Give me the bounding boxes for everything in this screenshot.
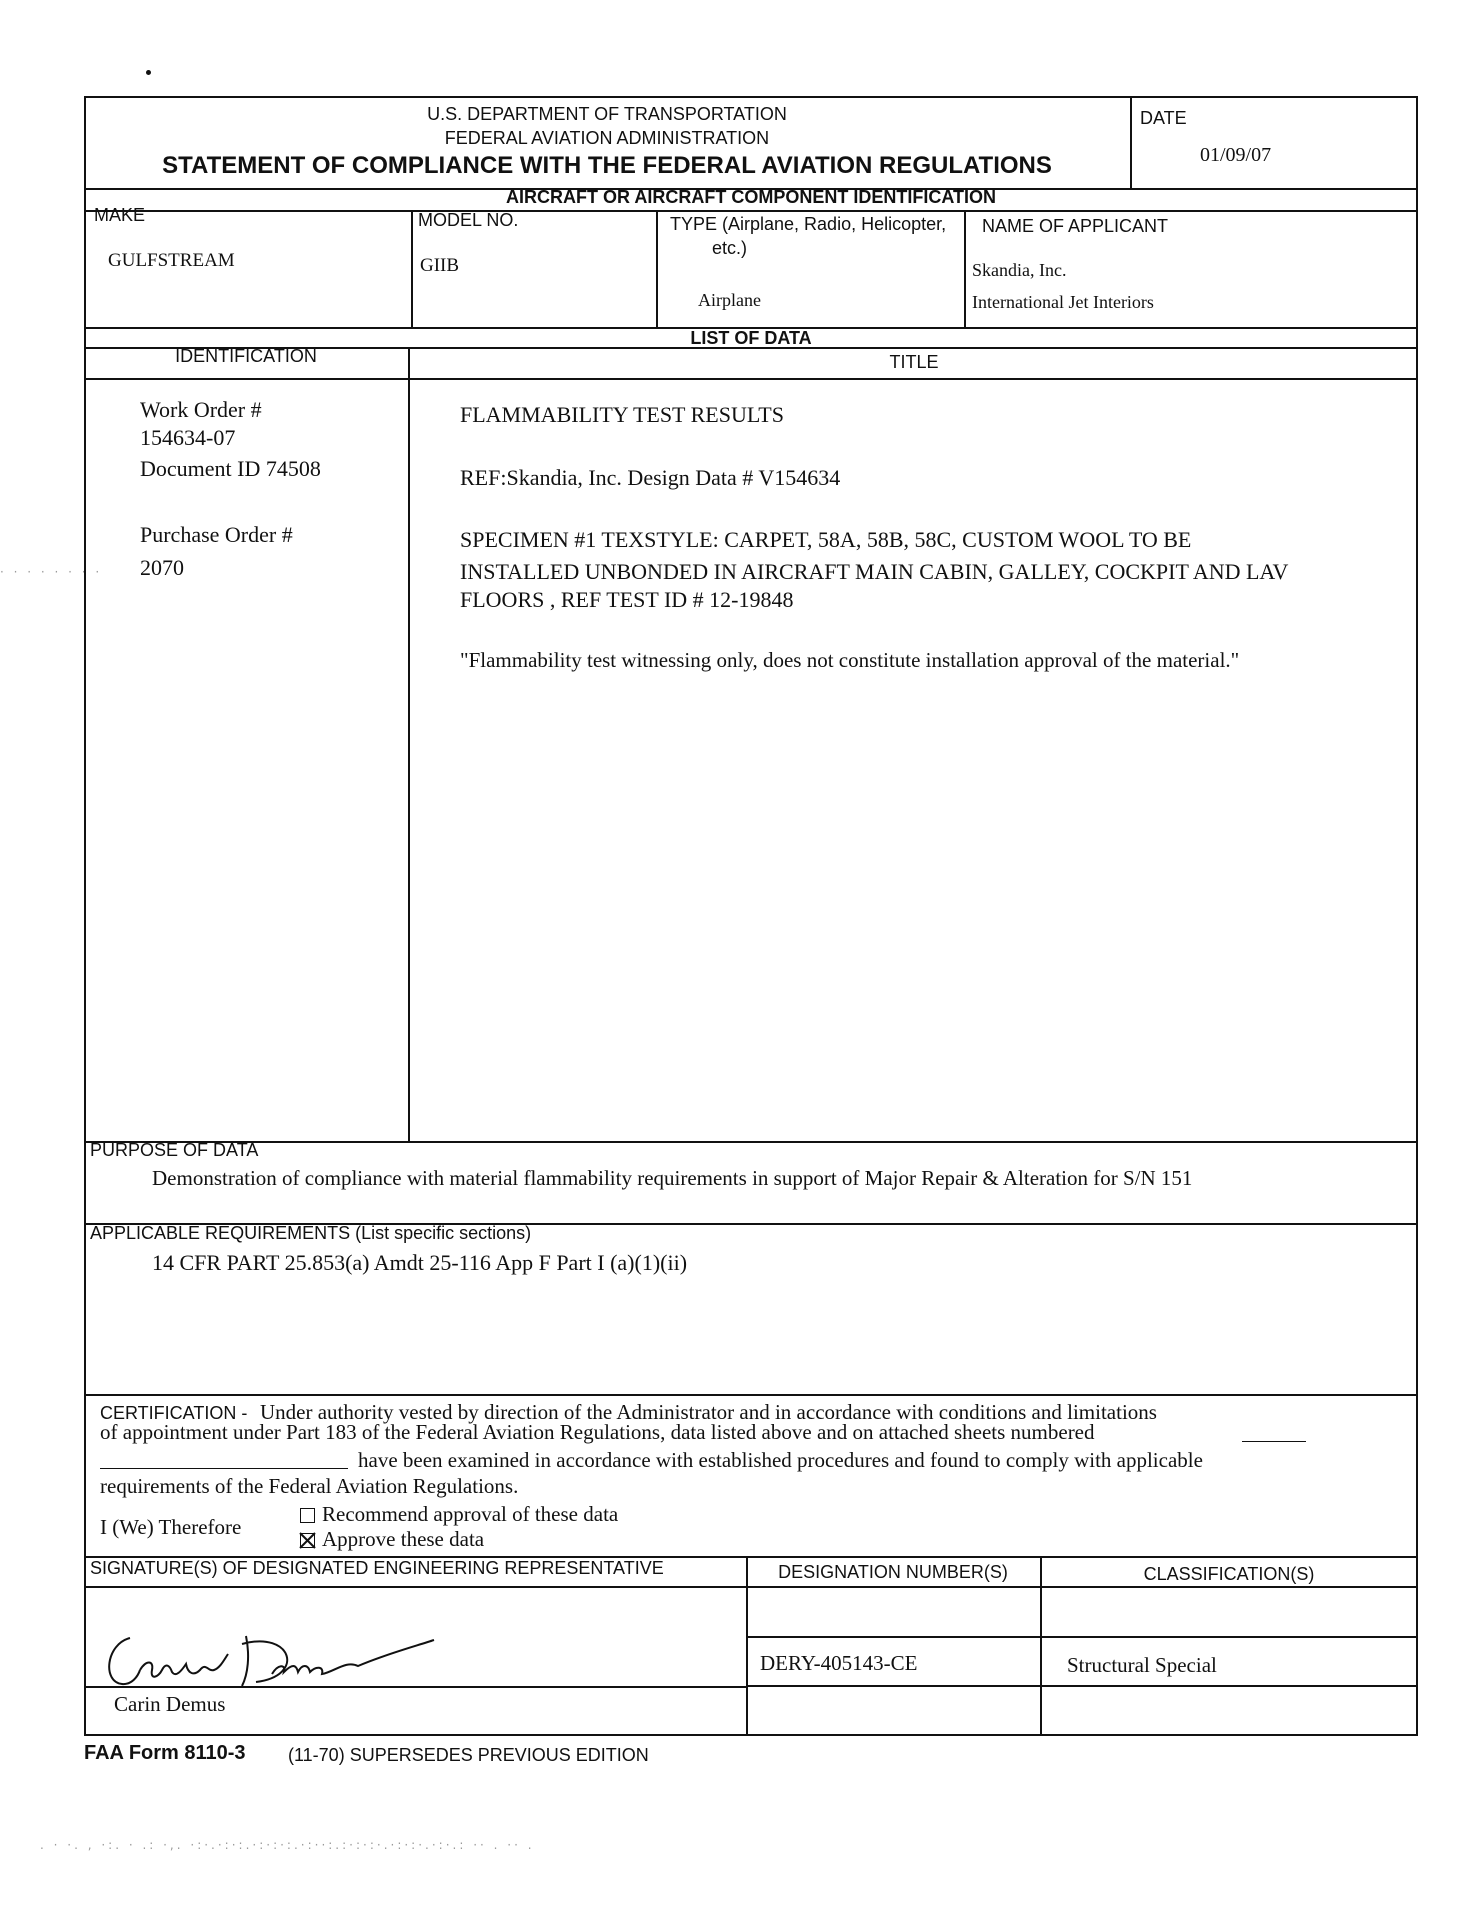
certification-line-2: of appointment under Part 183 of the Federal Aviation Regulations, data listed above and on attached sheets numbered bbox=[100, 1420, 1095, 1444]
checkmark-x-icon bbox=[298, 1531, 318, 1551]
model-value: GIIB bbox=[420, 255, 460, 276]
requirements-text: 14 CFR PART 25.853(a) Amdt 25-116 App F Part I (a)(1)(ii) bbox=[152, 1250, 688, 1275]
approve-checkbox[interactable] bbox=[300, 1533, 315, 1548]
make-label: MAKE bbox=[94, 205, 146, 225]
recommend-option-label: Recommend approval of these data bbox=[322, 1502, 619, 1526]
designation-value: DERY-405143-CE bbox=[760, 1651, 918, 1675]
signature-line bbox=[84, 1686, 746, 1688]
disclaimer-note: "Flammability test witnessing only, does not constitute installation approval of the material." bbox=[460, 648, 1240, 672]
sheets-blank-line-2 bbox=[100, 1468, 348, 1469]
sheets-blank-line bbox=[1242, 1441, 1306, 1442]
designation-label: DESIGNATION NUMBER(S) bbox=[778, 1562, 1008, 1582]
requirements-label: APPLICABLE REQUIREMENTS (List specific sections) bbox=[90, 1223, 532, 1243]
scan-noise: · · · · · · · · bbox=[0, 565, 103, 579]
work-order-label: Work Order # bbox=[140, 397, 262, 422]
applicant-label: NAME OF APPLICANT bbox=[982, 216, 1169, 236]
work-order-value: 154634-07 bbox=[140, 425, 236, 450]
type-label-cont: etc.) bbox=[712, 238, 748, 258]
purpose-text: Demonstration of compliance with material flammability requirements in support of Major Repair & Alteration for S/N 151 bbox=[152, 1166, 1193, 1190]
specimen-line-3: FLOORS , REF TEST ID # 12-19848 bbox=[460, 587, 794, 612]
title-line-1: FLAMMABILITY TEST RESULTS bbox=[460, 402, 784, 427]
signature-image bbox=[96, 1630, 436, 1692]
certification-line-1: Under authority vested by direction of the Administrator and in accordance with conditions and limitations bbox=[260, 1400, 1157, 1424]
department-name: U.S. DEPARTMENT OF TRANSPORTATION bbox=[427, 104, 787, 124]
certification-line-3: have been examined in accordance with established procedures and found to comply with applicable bbox=[358, 1448, 1203, 1472]
agency-name: FEDERAL AVIATION ADMINISTRATION bbox=[444, 128, 770, 148]
form-number: FAA Form 8110-3 bbox=[84, 1742, 246, 1764]
title-header: TITLE bbox=[889, 352, 939, 372]
certification-line-4: requirements of the Federal Aviation Regulations. bbox=[100, 1474, 519, 1498]
title-line-2: REF:Skandia, Inc. Design Data # V154634 bbox=[460, 465, 841, 490]
purchase-order-value: 2070 bbox=[140, 555, 184, 580]
purchase-order-label: Purchase Order # bbox=[140, 522, 293, 547]
applicant-company: International Jet Interiors bbox=[972, 292, 1154, 312]
document-id: Document ID 74508 bbox=[140, 456, 321, 481]
date-label: DATE bbox=[1140, 108, 1187, 128]
model-label: MODEL NO. bbox=[418, 210, 519, 230]
scan-noise: . · ·. , ·:. · .: ·,. ·:·.·:·:.·:·:·:.·:··:.:·:·:·.·:·:·.·:·.: ·· . ·· . bbox=[40, 1838, 535, 1852]
recommend-checkbox[interactable] bbox=[300, 1508, 315, 1523]
purpose-label: PURPOSE OF DATA bbox=[90, 1140, 259, 1160]
therefore-label: I (We) Therefore bbox=[100, 1515, 242, 1539]
signature-label: SIGNATURE(S) OF DESIGNATED ENGINEERING REPRESENTATIVE bbox=[90, 1558, 664, 1578]
applicant-name: Skandia, Inc. bbox=[972, 260, 1067, 280]
scan-dot bbox=[146, 70, 151, 75]
form-title: STATEMENT OF COMPLIANCE WITH THE FEDERAL AVIATION REGULATIONS bbox=[162, 152, 1052, 179]
signer-name: Carin Demus bbox=[114, 1692, 226, 1716]
specimen-line-2: INSTALLED UNBONDED IN AIRCRAFT MAIN CABIN, GALLEY, COCKPIT AND LAV bbox=[460, 559, 1289, 584]
aircraft-section-title: AIRCRAFT OR AIRCRAFT COMPONENT IDENTIFICATION bbox=[506, 187, 996, 207]
identification-header: IDENTIFICATION bbox=[175, 346, 317, 366]
list-of-data-title: LIST OF DATA bbox=[690, 328, 812, 348]
date-value: 01/09/07 bbox=[1200, 144, 1272, 166]
form-edition: (11-70) SUPERSEDES PREVIOUS EDITION bbox=[288, 1745, 649, 1765]
type-label: TYPE (Airplane, Radio, Helicopter, bbox=[670, 214, 947, 234]
approve-option-label: Approve these data bbox=[322, 1527, 485, 1551]
specimen-line-1: SPECIMEN #1 TEXSTYLE: CARPET, 58A, 58B, 58C, CUSTOM WOOL TO BE bbox=[460, 527, 1192, 552]
classification-value: Structural Special bbox=[1067, 1653, 1217, 1677]
certification-label: CERTIFICATION - bbox=[100, 1403, 248, 1423]
type-value: Airplane bbox=[698, 290, 761, 310]
classification-label: CLASSIFICATION(S) bbox=[1143, 1564, 1315, 1584]
make-value: GULFSTREAM bbox=[108, 250, 235, 271]
